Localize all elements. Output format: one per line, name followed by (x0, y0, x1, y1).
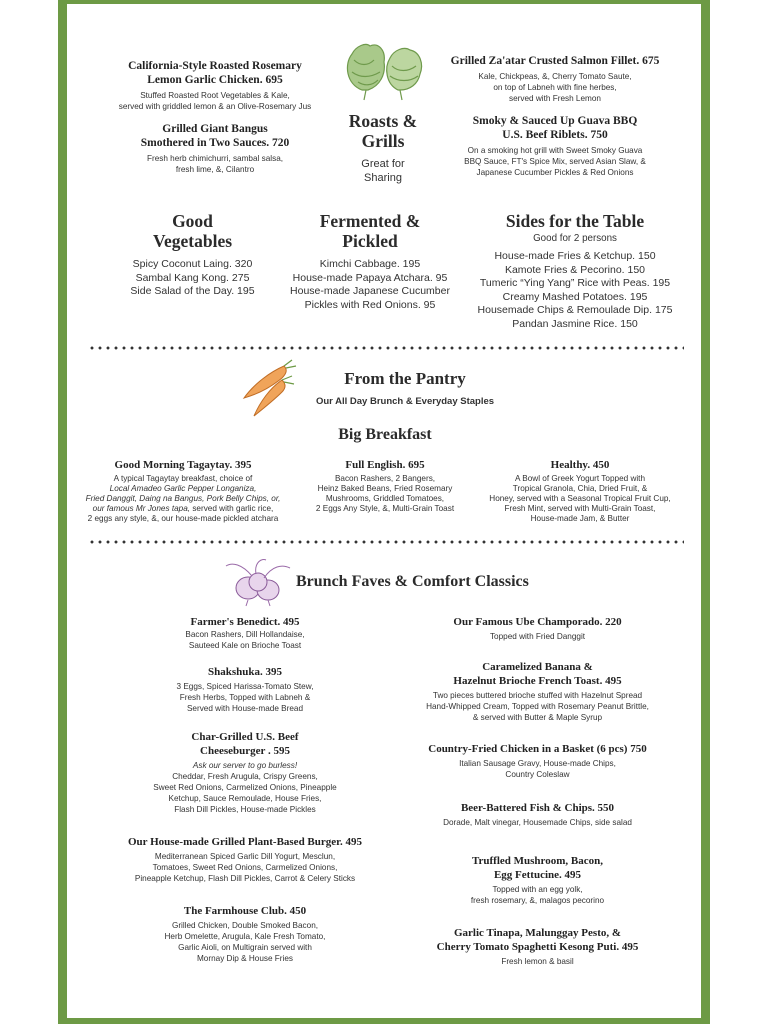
list-item: Spicy Coconut Laing. 320 (132, 258, 253, 270)
dish-desc: A Bowl of Greek Yogurt Topped with (514, 474, 646, 483)
dish-desc: Cheddar, Fresh Arugula, Crispy Greens, (172, 772, 318, 781)
dish-desc: Kale, Chickpeas, &, Cherry Tomato Saute, (478, 72, 632, 81)
dish-desc: Mediterranean Spiced Garlic Dill Yogurt, Mesclun, (154, 852, 336, 861)
dish-desc: On a smoking hot grill with Sweet Smoky Guava (467, 146, 643, 155)
brunch-title: Brunch Faves & Comfort Classics (296, 573, 529, 590)
list-item: Tumeric “Ying Yang” Rice with Peas. 195 (479, 277, 671, 289)
dish-desc: Fried Danggit, Daing na Bangus, Pork Belly Chips, or, (85, 494, 281, 503)
brunch-right-6 (400, 926, 675, 967)
roasts-left-2 (100, 122, 330, 175)
pantry-item-3 (480, 458, 680, 524)
brunch-left-3 (100, 730, 390, 815)
dish-desc: 2 Eggs Any Style, &, Multi-Grain Toast (315, 504, 455, 513)
dish-name: Healthy. 450 (550, 459, 610, 471)
roasts-right-1 (440, 54, 670, 104)
dish-name: U.S. Beef Riblets. 750 (502, 129, 608, 141)
dish-name: Farmer's Benedict. 495 (190, 616, 300, 628)
dish-desc: Herb Omelette, Arugula, Kale Fresh Tomato, (164, 932, 326, 941)
dish-name: Cheeseburger . 595 (200, 745, 290, 757)
dish-name: Country-Fried Chicken in a Basket (6 pcs) 750 (428, 743, 647, 755)
dish-name: Truffled Mushroom, Bacon, (472, 855, 603, 867)
dish-name: Char-Grilled U.S. Beef (191, 731, 299, 743)
roasts-left-1 (100, 59, 330, 112)
dish-desc: Fresh lemon & basil (501, 957, 574, 966)
vegetables-title-2: Vegetables (152, 231, 233, 251)
dish-desc: Pineapple Ketchup, Flash Dill Pickles, Carrot & Celery Sticks (134, 874, 356, 883)
dish-name: Good Morning Tagaytay. 395 (114, 459, 252, 471)
dish-name: Grilled Za'atar Crusted Salmon Fillet. 675 (450, 55, 660, 67)
dish-desc: Two pieces buttered brioche stuffed with Hazelnut Spread (432, 691, 643, 700)
dish-desc: fresh lime, &, Cilantro (175, 165, 255, 174)
dish-name: Smoky & Sauced Up Guava BBQ (472, 115, 638, 127)
carrot-icon (240, 358, 300, 420)
sides-list (466, 250, 684, 331)
dish-desc: Honey, served with a Seasonal Tropical Fruit Cup, (489, 494, 671, 503)
dish-name: Caramelized Banana & (482, 661, 593, 673)
list-item: House-made Papaya Atchara. 95 (292, 271, 448, 284)
roasts-sub-2: Sharing (364, 172, 402, 184)
brunch-left-1 (100, 615, 390, 651)
list-item: Side Salad of the Day. 195 (130, 285, 255, 297)
dish-desc: 3 Eggs, Spiced Harissa-Tomato Stew, (176, 682, 314, 691)
beet-icon (222, 556, 296, 608)
brunch-left-5 (100, 904, 390, 964)
dotted-divider (88, 540, 684, 544)
list-item: Creamy Mashed Potatoes. 195 (502, 290, 648, 303)
fermented-list (280, 258, 460, 312)
pantry-item-2 (300, 458, 470, 514)
dish-name: Garlic Tinapa, Malunggay Pesto, & (453, 927, 622, 939)
dish-desc: Flash Dill Pickles, House-made Pickles (174, 805, 316, 814)
dish-desc: BBQ Sauce, FT's Spice Mix, served Asian Slaw, & (464, 157, 646, 166)
brunch-left-2 (100, 665, 390, 714)
brunch-right-2 (400, 660, 675, 723)
big-breakfast-title: Big Breakfast (338, 426, 432, 443)
dish-desc: Sauteed Kale on Brioche Toast (188, 641, 302, 650)
dish-desc: Sweet Red Onions, Carmelized Onions, Pineapple (153, 783, 337, 792)
dish-name: Our House-made Grilled Plant-Based Burger. 495 (127, 836, 363, 848)
roasts-right-2 (440, 114, 670, 178)
list-item: Sambal Kang Kong. 275 (135, 271, 250, 284)
pantry-item-1 (80, 458, 286, 524)
list-item: Kimchi Cabbage. 195 (319, 258, 421, 270)
artichoke-icon (340, 40, 426, 102)
dish-desc: Mornay Dip & House Fries (196, 954, 293, 963)
dish-name: Cherry Tomato Spaghetti Kesong Puti. 495 (436, 941, 639, 953)
brunch-right-4 (400, 801, 675, 828)
roasts-title-1: Roasts & (348, 111, 418, 131)
dish-desc: Fresh Herbs, Topped with Labneh & (179, 693, 311, 702)
dish-name: The Farmhouse Club. 450 (183, 905, 307, 917)
dish-desc: Fresh Mint, served with Multi-Grain Toast, (504, 504, 656, 513)
fermented-title-2: Pickled (342, 231, 398, 251)
dish-desc: Heinz Baked Beans, Fried Rosemary (317, 484, 453, 493)
sides-title: Sides for the Table (505, 211, 645, 231)
dish-desc: Garlic Aioli, on Multigrain served with (178, 943, 312, 952)
dish-name: Grilled Giant Bangus (162, 123, 268, 135)
list-item: Housemade Chips & Remoulade Dip. 175 (477, 304, 673, 316)
vegetables-title-1: Good (172, 211, 213, 231)
dish-desc: Japanese Cucumber Pickles & Red Onions (476, 168, 634, 177)
pantry-sub: Our All Day Brunch & Everyday Staples (315, 396, 495, 407)
dish-desc: Served with House-made Bread (186, 704, 304, 713)
list-item: House-made Japanese Cucumber (290, 285, 450, 297)
dish-desc: Grilled Chicken, Double Smoked Bacon, (171, 921, 319, 930)
roasts-title (330, 111, 436, 151)
dish-desc (80, 504, 286, 514)
dish-desc: Italian Sausage Gravy, House-made Chips, (459, 759, 616, 768)
fermented-title-1: Fermented & (319, 211, 421, 231)
pantry-title: From the Pantry (344, 369, 466, 388)
dish-desc: Local Amadeo Garlic Pepper Longaniza, (109, 484, 257, 493)
dish-name: Our Famous Ube Champorado. 220 (453, 616, 622, 628)
dish-desc: served with griddled lemon & an Olive-Rosemary Jus (118, 102, 312, 111)
dish-desc: Mushrooms, Griddled Tomatoes, (325, 494, 445, 503)
list-item: Pandan Jasmine Rice. 150 (512, 317, 638, 330)
dish-desc-tail: served with garlic rice, (192, 504, 274, 513)
dish-desc: House-made Jam, & Butter (530, 514, 630, 523)
roasts-sub (330, 157, 436, 185)
brunch-right-1 (400, 615, 675, 642)
brunch-right-5 (400, 854, 675, 906)
dish-desc: served with Fresh Lemon (509, 94, 601, 103)
dish-name: Beer-Battered Fish & Chips. 550 (460, 802, 615, 814)
dish-desc: Dorade, Malt vinegar, Housemade Chips, side salad (443, 818, 632, 827)
dish-name: Lemon Garlic Chicken. 695 (147, 74, 283, 86)
dish-desc: on top of Labneh with fine herbes, (493, 83, 617, 92)
dish-note: Ask our server to go burless! (192, 761, 298, 770)
dish-name: Full English. 695 (345, 459, 425, 471)
dish-name: California-Style Roasted Rosemary (128, 60, 302, 72)
dish-desc: & served with Butter & Maple Syrup (472, 713, 603, 722)
roasts-sub-1: Great for (361, 158, 405, 170)
list-item: House-made Fries & Ketchup. 150 (494, 250, 656, 262)
vegetables-list (110, 258, 275, 299)
dish-desc: A typical Tagaytay breakfast, choice of (113, 474, 253, 483)
dish-desc: Stuffed Roasted Root Vegetables & Kale, (140, 91, 290, 100)
dotted-divider (88, 346, 684, 350)
vegetables-title (110, 211, 275, 251)
brunch-right-3 (400, 742, 675, 780)
dish-desc: Tomatoes, Sweet Red Onions, Carmelized Onions, (152, 863, 338, 872)
dish-name: Shakshuka. 395 (208, 666, 282, 678)
dish-desc: 2 eggs any style, &, our house-made pickled atchara (87, 514, 279, 523)
dish-desc: Fresh herb chimichurri, sambal salsa, (146, 154, 284, 163)
dish-desc: Bacon Rashers, 2 Bangers, (334, 474, 436, 483)
dish-desc: Country Coleslaw (505, 770, 570, 779)
dish-desc: fresh rosemary, &, malagos pecorino (470, 896, 605, 905)
dish-desc: Topped with an egg yolk, (492, 885, 583, 894)
dish-desc: Ketchup, Sauce Remoulade, House Fries, (168, 794, 322, 803)
dish-desc: Topped with Fried Danggit (489, 632, 586, 641)
brunch-left-4 (100, 835, 390, 884)
dish-desc: Hand-Whipped Cream, Topped with Rosemary Peanut Brittle, (426, 702, 649, 711)
dish-name: Smothered in Two Sauces. 720 (140, 137, 290, 149)
dish-desc: Bacon Rashers, Dill Hollandaise, (185, 630, 305, 639)
dish-desc: Tropical Granola, Chia, Dried Fruit, & (512, 484, 648, 493)
dish-desc-italic: our famous Mr Jones tapa, (92, 504, 191, 513)
dish-name: Egg Fettucine. 495 (493, 869, 582, 881)
list-item: Kamote Fries & Pecorino. 150 (504, 263, 646, 276)
sides-sub: Good for 2 persons (533, 233, 617, 244)
fermented-title (285, 211, 455, 251)
roasts-title-2: Grills (361, 131, 405, 151)
list-item: Pickles with Red Onions. 95 (304, 298, 436, 311)
dish-name: Hazelnut Brioche French Toast. 495 (453, 675, 622, 687)
